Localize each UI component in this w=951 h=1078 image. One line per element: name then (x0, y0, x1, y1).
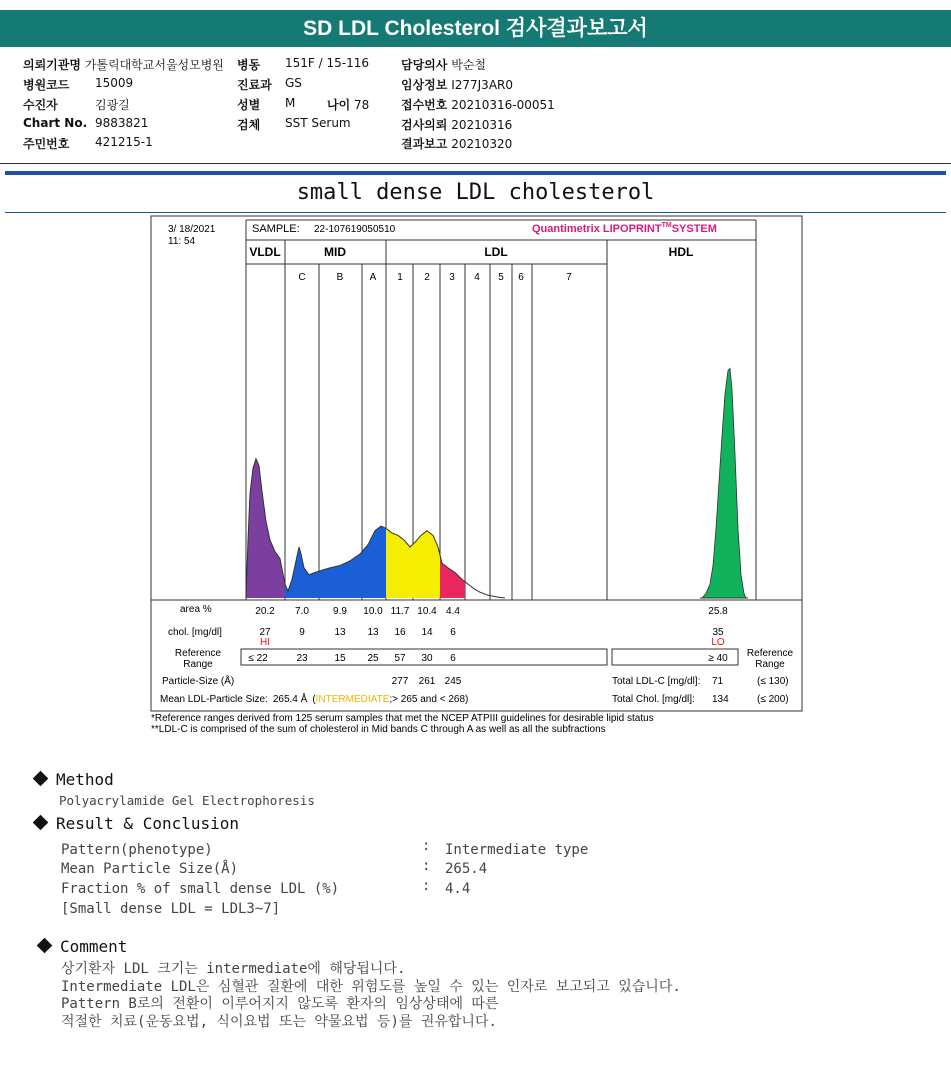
method-title: Method (56, 770, 114, 789)
ref-value-b: 15 (334, 653, 346, 664)
band-label-1: 1 (397, 272, 403, 283)
ward-label: 병동 (237, 58, 261, 72)
receipt-number-value: 20210316-00051 (451, 98, 555, 112)
area-value-b: 9.9 (333, 606, 347, 617)
band-label-3: 3 (449, 272, 455, 283)
chol-value-1: 16 (394, 627, 406, 638)
flag-hdl: LO (711, 637, 725, 648)
brand-suffix: SYSTEM (671, 223, 717, 235)
hospital-code-value: 15009 (95, 76, 134, 90)
department-label: 진료과 (237, 78, 272, 92)
diamond-bullet-icon (37, 938, 53, 954)
comment-line-1: 상기환자 LDL 크기는 intermediate에 해당됩니다. (61, 961, 406, 977)
ref-value-c: 23 (296, 653, 308, 664)
chol-label: chol. [mg/dl] (168, 627, 222, 638)
result-title: Result & Conclusion (56, 814, 240, 833)
result-note: [Small dense LDL = LDL3~7] (61, 901, 281, 917)
receipt-number-label: 접수번호 (401, 98, 448, 112)
chol-value-vldl: 27 (259, 627, 271, 638)
specimen-value: SST Serum (285, 116, 351, 130)
total-chol-ref: (≤ 200) (757, 694, 789, 705)
sample-label: SAMPLE: (252, 223, 300, 235)
footnote-1: *Reference ranges derived from 125 serum samples that met the NCEP ATPIII guidelines for desirable lipid status (151, 713, 654, 724)
band-label-6: 6 (518, 272, 524, 283)
ref-label-line: Range (183, 659, 213, 670)
ref-label-line: Reference (746, 648, 794, 659)
footnote-2: **LDL-C is comprised of the sum of cholesterol in Mid bands C through A as well as all the subfractions (151, 724, 606, 735)
total-ldl-label: Total LDL-C [mg/dl]: (612, 676, 701, 687)
clinical-info-value: I277J3AR0 (451, 78, 514, 92)
total-ldl-value: 71 (712, 676, 724, 687)
ref-value-hdl: ≥ 40 (708, 653, 728, 664)
result-heading (35, 814, 239, 833)
area-value-1: 11.7 (390, 606, 410, 617)
institution-label: 의뢰기관명 (23, 58, 81, 72)
hospital-code-label: 병원코드 (23, 78, 70, 92)
ref-value-2: 30 (421, 653, 433, 664)
patient-value: 김광길 (95, 98, 130, 112)
result-label-3: Fraction % of small dense LDL (%) (61, 881, 340, 897)
sex-label: 성별 (237, 98, 261, 112)
specimen-label: 검체 (237, 118, 261, 132)
result-value-2: 265.4 (445, 861, 488, 877)
age-label: 나이 (327, 98, 351, 112)
patient-label: 수진자 (23, 98, 58, 112)
band-label-b: B (336, 272, 344, 283)
chart-no-value: 9883821 (95, 116, 149, 130)
result-label-2: Mean Particle Size(Å) (61, 861, 239, 877)
method-heading (35, 770, 114, 789)
sex-value: M (285, 96, 296, 110)
report-date-value: 20210320 (451, 137, 513, 151)
area-value-3: 4.4 (446, 606, 460, 617)
group-label-hdl: HDL (668, 245, 694, 259)
chart-date: 3/ 18/2021 (168, 224, 216, 235)
result-label-1: Pattern(phenotype) (61, 842, 213, 858)
chol-value-2: 14 (421, 627, 433, 638)
method-text: Polyacrylamide Gel Electrophoresis (59, 793, 315, 808)
report-title: SD LDL Cholesterol 검사결과보고서 (0, 10, 951, 47)
mean-size-label: Mean LDL-Particle Size: (160, 694, 268, 705)
ref-value-3: 6 (450, 653, 456, 664)
brand-name (532, 222, 717, 235)
comment-title: Comment (60, 937, 128, 956)
band-label-2: 2 (424, 272, 430, 283)
area-value-hdl: 25.8 (708, 606, 728, 617)
age-value: 78 (354, 98, 370, 112)
mean-size-line (160, 692, 468, 705)
mean-size-value: 265.4 Å (272, 694, 308, 705)
sample-id: 22-107619050510 (314, 224, 396, 235)
band-label-7: 7 (566, 272, 572, 283)
ward-value: 151F / 15-116 (285, 56, 369, 70)
brand-tm: TM (661, 222, 672, 229)
particle-size-value: 277 (391, 676, 409, 687)
result-value-1: Intermediate type (445, 842, 589, 858)
brand-text: Quantimetrix LIPOPRINT (532, 223, 662, 235)
chart-title: small dense LDL cholesterol (296, 180, 655, 205)
chart-time: 11: 54 (168, 236, 196, 247)
total-chol-label: Total Chol. [mg/dl]: (612, 694, 695, 705)
diamond-bullet-icon (33, 815, 49, 831)
clinical-info-label: 임상정보 (401, 78, 448, 92)
particle-size-value: 245 (444, 676, 462, 687)
diamond-bullet-icon (33, 771, 49, 787)
chart-frame (151, 216, 802, 711)
group-label-mid: MID (324, 245, 346, 259)
particle-size-label: Particle-Size (Å) (162, 676, 235, 687)
area-label: area % (180, 604, 212, 615)
comment-line-2: Intermediate LDL은 심혈관 질환에 대한 위험도를 높일 수 있는 인자로 보고되고 있습니다. (61, 979, 681, 995)
doctor-value: 박순철 (451, 58, 486, 72)
result-colon-3: : (422, 878, 431, 894)
comment-line-3: Pattern B로의 전환이 이루어지지 않도록 환자의 임상상태에 따른 (61, 996, 499, 1012)
chol-value-c: 9 (299, 627, 305, 638)
flag-vldl: HI (260, 637, 270, 648)
ref-label-line: Range (755, 659, 785, 670)
mean-range: ;> 265 and < 268) (389, 694, 469, 705)
result-colon-2: : (422, 858, 431, 874)
ref-label-line: Reference (174, 648, 222, 659)
particle-size-value: 261 (418, 676, 436, 687)
area-value-a: 10.0 (363, 606, 383, 617)
chart-no-label: Chart No. (23, 116, 88, 130)
ref-value-vldl: ≤ 22 (248, 653, 268, 664)
chol-value-a: 13 (367, 627, 379, 638)
chol-value-3: 6 (450, 627, 456, 638)
comment-heading (39, 937, 127, 956)
band-label-a: A (369, 272, 377, 283)
band-label-4: 4 (474, 272, 480, 283)
band-label-c: C (298, 272, 306, 283)
result-colon-1: : (422, 838, 431, 854)
group-label-vldl: VLDL (249, 245, 281, 259)
area-value-2: 10.4 (417, 606, 437, 617)
group-label-ldl: LDL (484, 245, 508, 259)
institution-value: 가톨릭대학교서울성모병원 (84, 58, 224, 72)
comment-line-4: 적절한 치료(운동요법, 식이요법 또는 약물요법 등)를 권유합니다. (61, 1014, 497, 1030)
area-value-c: 7.0 (295, 606, 309, 617)
doctor-label: 담당의사 (401, 58, 448, 72)
department-value: GS (285, 76, 302, 90)
chol-value-b: 13 (334, 627, 346, 638)
request-date-label: 검사의뢰 (401, 118, 448, 132)
ref-value-1: 57 (394, 653, 406, 664)
result-value-3: 4.4 (445, 881, 471, 897)
resident-number-value: 421215-1 (95, 135, 153, 149)
area-value-vldl: 20.2 (255, 606, 275, 617)
total-ldl-ref: (≤ 130) (757, 676, 789, 687)
mean-paren: ( (312, 694, 316, 705)
mean-type: INTERMEDIATE (315, 694, 390, 705)
ref-value-a: 25 (367, 653, 379, 664)
band-label-5: 5 (498, 272, 504, 283)
resident-number-label: 주민번호 (23, 137, 70, 151)
chol-value-hdl: 35 (712, 627, 724, 638)
request-date-value: 20210316 (451, 118, 513, 132)
total-chol-value: 134 (712, 694, 729, 705)
report-date-label: 결과보고 (401, 137, 448, 151)
